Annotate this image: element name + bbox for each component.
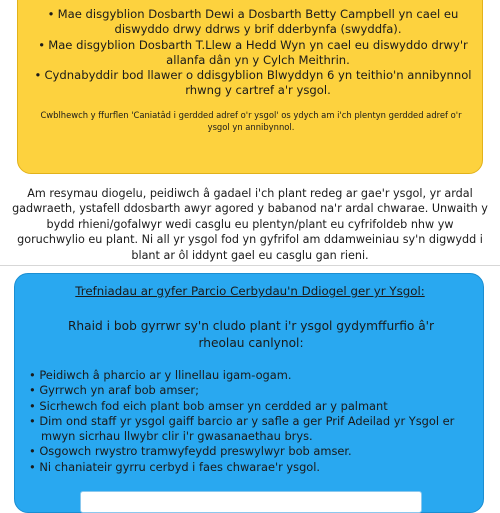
parking-rule-text: Peidiwch â pharcio ar y llinellau igam-ogam. bbox=[39, 368, 292, 382]
dismissal-item bbox=[32, 38, 472, 69]
bottom-frame bbox=[80, 491, 422, 513]
parking-rule bbox=[29, 414, 479, 445]
dismissal-item-text: Mae disgyblion Dosbarth T.Llew a Hedd Wyn yn cael eu diswyddo drwy'r allanfa dân yn y Cylch Meithrin. bbox=[48, 37, 468, 67]
parking-title: Trefniadau ar gyfer Parcio Cerbydau'n Ddiogel ger yr Ysgol: bbox=[75, 284, 425, 298]
bullet-icon: • bbox=[38, 37, 46, 52]
parking-rule-text: Gyrrwch yn araf bob amser; bbox=[39, 383, 199, 398]
walk-home-permission-note: Cwblhewch y ffurflen 'Caniatâd i gerdded adref o'r ysgol' os ydych am i'ch plentyn gerdded adref o'r ysgol yn annibynnol. bbox=[40, 110, 462, 133]
parking-intro: Rhaid i bob gyrrwr sy'n cludo plant i'r ysgol gydymffurfio â'r rheolau canlynol: bbox=[67, 319, 435, 350]
parking-rule bbox=[29, 368, 479, 383]
bullet-icon: • bbox=[29, 444, 36, 459]
dismissal-item bbox=[32, 68, 472, 99]
parking-rules-list bbox=[29, 368, 479, 475]
parking-rule bbox=[29, 383, 479, 398]
parking-rule bbox=[29, 444, 479, 459]
parking-rule-text: Ni chaniateir gyrru cerbyd i faes chwarae'r ysgol. bbox=[39, 459, 321, 474]
section-divider bbox=[0, 265, 500, 266]
parking-rule bbox=[29, 399, 479, 414]
safeguarding-paragraph: Am resymau diogelu, peidiwch â gadael i'ch plant redeg ar gae'r ysgol, yr ardal gadwraeth, ystafell ddosbarth awyr agored y babanod na'r ardal chwarae. Unwaith y bydd rhieni/gofalwyr wedi casglu eu plentyn/plant eu cyfrifoldeb nhw yw goruchwylio eu plant. Ni all yr ysgol fod yn gyfrifol am ddamweiniau sy'n digwydd i blant ar ôl iddynt gael eu casglu gan rieni. bbox=[12, 187, 488, 262]
pupil-dismissal-panel bbox=[17, 0, 483, 174]
bullet-icon: • bbox=[29, 398, 36, 413]
parking-rule-text: Dim ond staff yr ysgol gaiff barcio ar y safle a ger Prif Adeilad yr Ysgol er mwyn sicrhau llwybr clir i'r gwasanaethau brys. bbox=[39, 413, 455, 444]
dismissal-item-text: Mae disgyblion Dosbarth Dewi a Dosbarth Betty Campbell yn cael eu diswyddo drwy ddrws y brif dderbynfa (swyddfa). bbox=[57, 7, 459, 37]
dismissal-list bbox=[32, 7, 472, 99]
bullet-icon: • bbox=[29, 383, 36, 398]
parking-panel bbox=[14, 273, 484, 513]
bullet-icon: • bbox=[34, 68, 42, 83]
bullet-icon: • bbox=[47, 7, 55, 21]
parking-rule-text: Sicrhewch fod eich plant bob amser yn cerdded ar y palmant bbox=[39, 398, 388, 413]
bullet-icon: • bbox=[29, 459, 36, 474]
dismissal-item bbox=[32, 7, 472, 38]
bullet-icon: • bbox=[29, 368, 36, 382]
parking-rule-text: Osgowch rwystro tramwyfeydd preswylwyr bob amser. bbox=[39, 444, 352, 459]
parking-rule bbox=[29, 460, 479, 475]
bullet-icon: • bbox=[29, 413, 36, 428]
dismissal-item-text: Cydnabyddir bod llawer o ddisgyblion Blwyddyn 6 yn teithio'n annibynnol rhwng y cartref a'r ysgol. bbox=[44, 68, 472, 98]
